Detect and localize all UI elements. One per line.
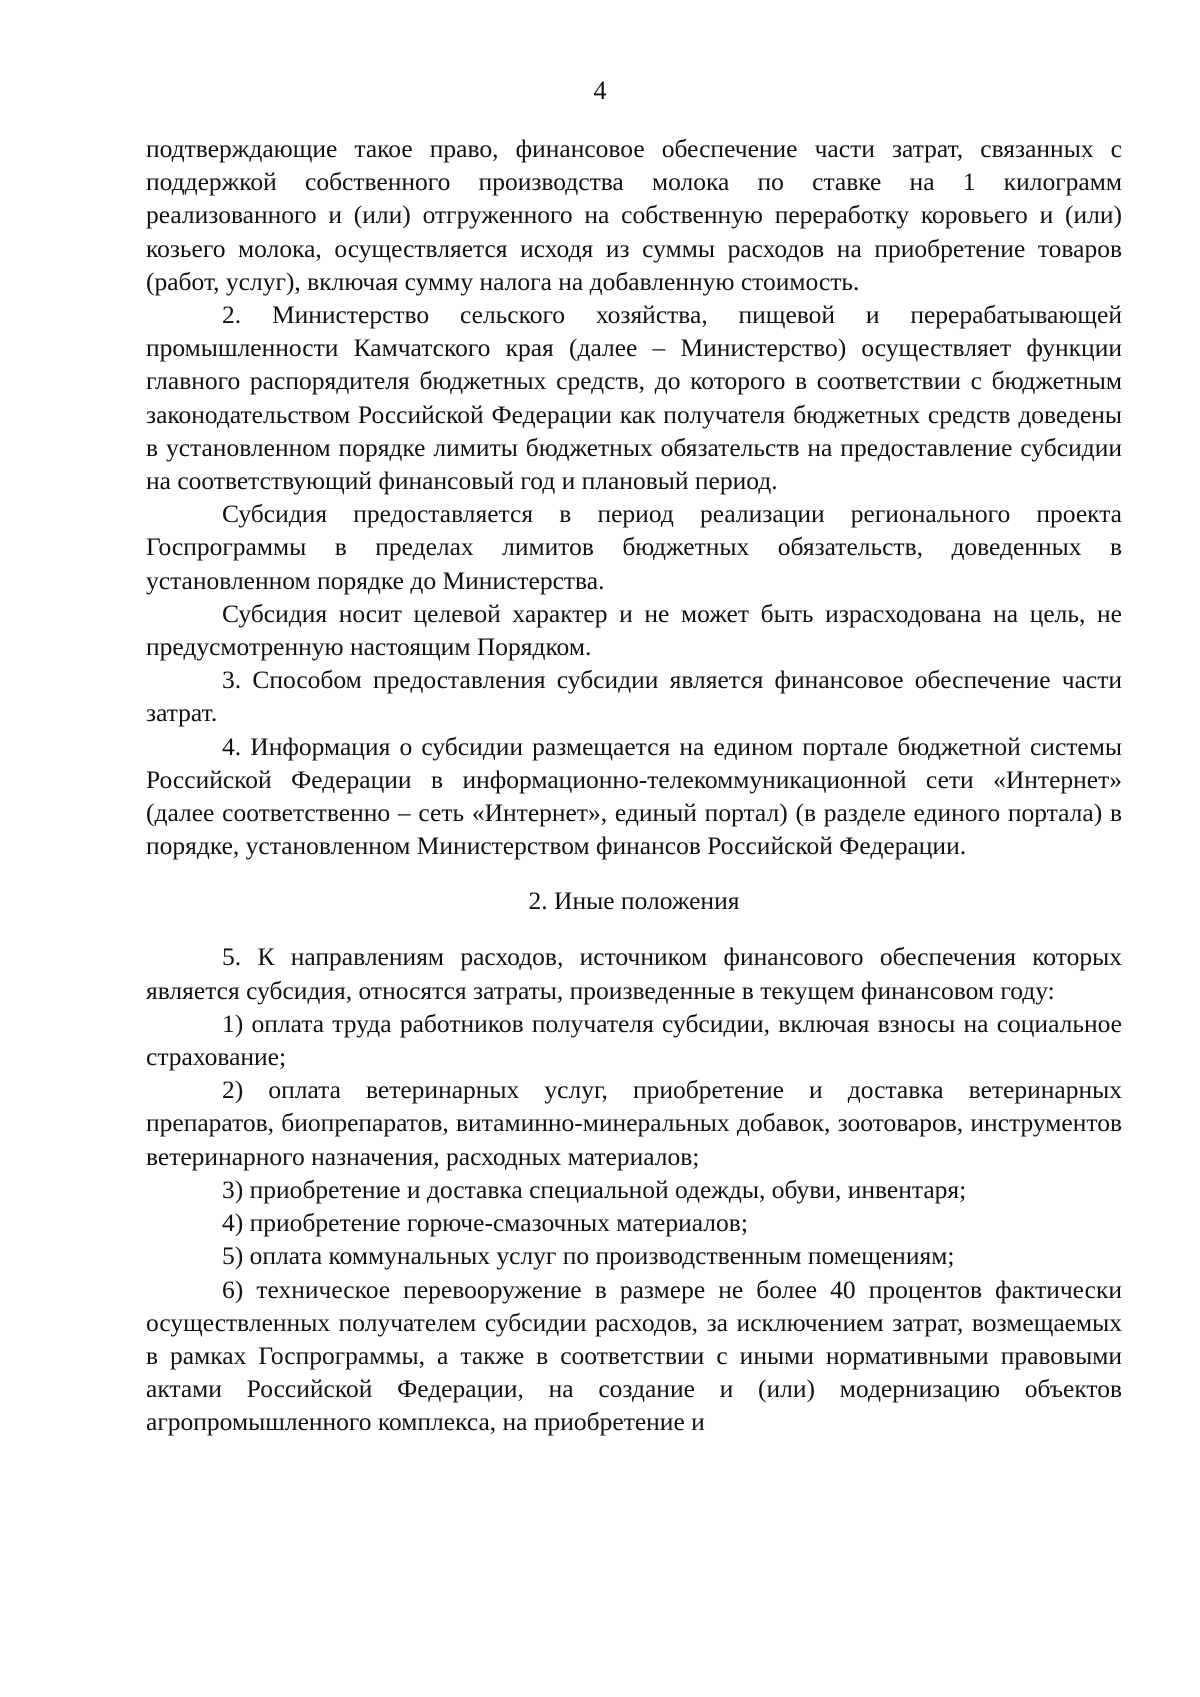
paragraph-continuation: подтверждающие такое право, финансовое обеспечение части затрат, связанных с поддержкой собственного производства молока по ставке на 1 килограмм реализованного и (или) отгруженного на собственную переработку коровьего и (или) козьего молока, осуществляется исходя из суммы расходов на приобретение товаров (работ, услуг), включая сумму налога на добавленную стоимость. <box>146 134 1122 296</box>
list-item-2: 2) оплата ветеринарных услуг, приобретение и доставка ветеринарных препаратов, биопрепаратов, витаминно-минеральных добавок, зоотоваров, инструментов ветеринарного назначения, расходных материалов; <box>146 1075 1122 1171</box>
list-item-6: 6) техническое перевооружение в размере не более 40 процентов фактически осуществленных получателем субсидии расходов, за исключением затрат, возмещаемых в рамках Госпрограммы, а также в соответствии с иными нормативными правовыми актами Российской Федерации, на создание и (или) модернизацию объектов агропромышленного комплекса, на приобретение и <box>146 1274 1122 1437</box>
page-number: 4 <box>593 76 607 105</box>
paragraph-item-5: 5. К направлениям расходов, источником финансового обеспечения которых является субсидия, относятся затраты, произведенные в текущем финансовом году: <box>146 942 1122 1005</box>
list-item-4: 4) приобретение горюче-смазочных материалов; <box>222 1208 748 1238</box>
list-item-3: 3) приобретение и доставка специальной одежды, обуви, инвентаря; <box>222 1174 967 1204</box>
paragraph-item-4: 4. Информация о субсидии размещается на едином портале бюджетной системы Российской Федерации в информационно-телекоммуникационной сети «Интернет» (далее соответственно – сеть «Интернет», единый портал) (в разделе единого портала) в порядке, установленном Министерством финансов Российской Федерации. <box>146 731 1122 861</box>
section-heading: 2. Иные положения <box>528 886 740 916</box>
list-item-5: 5) оплата коммунальных услуг по производственным помещениям; <box>222 1241 955 1271</box>
paragraph-subsidy-period: Субсидия предоставляется в период реализации регионального проекта Госпрограммы в пределах лимитов бюджетных обязательств, доведенных в установленном порядке до Министерства. <box>146 499 1122 595</box>
list-item-1: 1) оплата труда работников получателя субсидии, включая взносы на социальное страхование; <box>146 1008 1122 1072</box>
paragraph-item-3: 3. Способом предоставления субсидии является финансовое обеспечение части затрат. <box>146 665 1122 728</box>
paragraph-item-2: 2. Министерство сельского хозяйства, пищевой и перерабатывающей промышленности Камчатского края (далее – Министерство) осуществляет функции главного распорядителя бюджетных средств, до которого в соответствии с бюджетным законодательством Российской Федерации как получателя бюджетных средств доведены в установленном порядке лимиты бюджетных обязательств на предоставление субсидии на соответствующий финансовый год и плановый период. <box>146 300 1122 496</box>
paragraph-subsidy-purpose: Субсидия носит целевой характер и не может быть израсходована на цель, не предусмотренную настоящим Порядком. <box>146 598 1122 662</box>
document-body <box>146 132 1122 1439</box>
